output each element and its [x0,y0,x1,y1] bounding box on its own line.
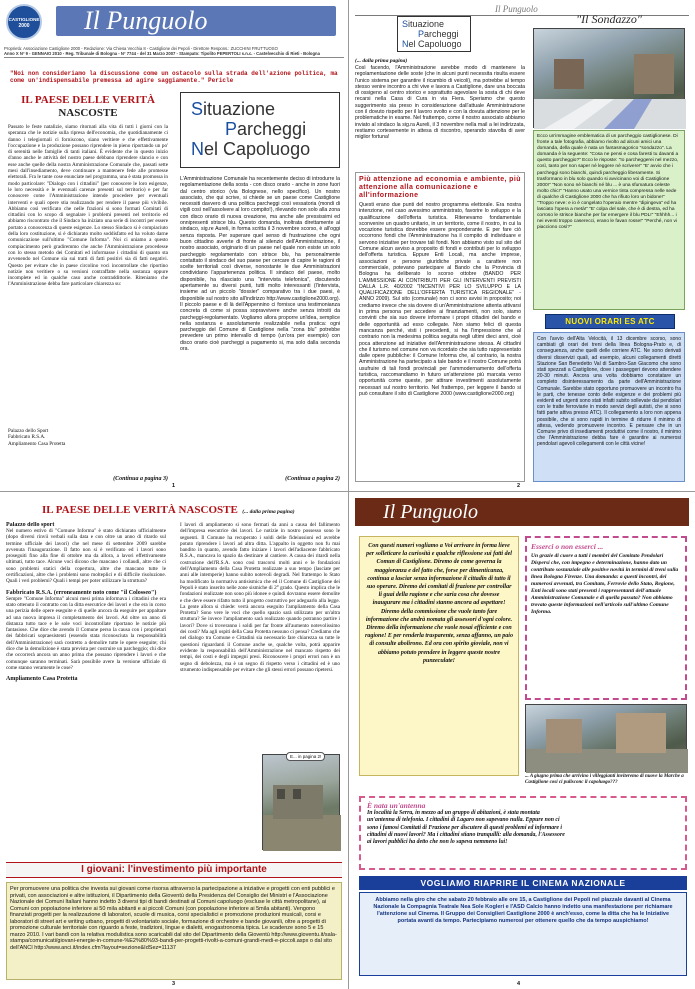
tourism-headline: Più attenzione ad economia e ambiente, più attenzione alla comunicazione e all'informazione [359,176,521,199]
bus-timetable-title: NUOVI ORARI ES ATC [545,314,675,329]
page-number: 1 [172,483,176,489]
continue-to-page-2: (Continua a pagina 2) [285,476,340,482]
antenna-body: In località la Serra, in mezzo ad un gruppo di abitazioni, è stata montata un'antenna di telefonia. I cittadini di Lagaro non sapevano nulla. Eppure non ci sono i famosi Comitati di Frazione per discutere di questi problemi ed informare i cittadini di nuovi lavori? Ma i cittadini stiano tranquilli: alla domanda, l'Assessore ai lavori pubblici ha detto che non lo sapeva nemmeno lui! [367,810,565,846]
sondazzo-title: "Il Sondazzo" [576,12,642,26]
parking-continued-body: Così facendo, l'Amministrazione avrebbe modo di mantenere la regolamentazione delle soste (che in alcuni punti necessita risulta essere l'unico sistema per garantire il ricambio di veicoli), ma potrebbe al tempo stesso venire incontro a chi vive e lavora a Castiglione, dare una boccata di ossigeno al centro storico e soprattutto agevolare la sosta di chi deve recarsi nella Casa di Cura in via Fiera. Speriamo che questo suggerimento sia preso in considerazione dall'attuale Amministrazione con il dovuto rispetto per il lavoro svolto e con la dovuta attenzione per le problematiche in esame. Nel frattempo, come il nostro associato abbiamo inviato al sindaco la sig.ra Aureli, il 3 novembre nella mail a lei indirizzata, restiamo cortesemente in attesa di riscontro, sperando stavolta di aver miglior fortuna! [355,65,525,141]
worksite-photo-art [263,755,341,851]
parking-photo [533,28,685,128]
info-line-2: Anno X N° 9 - GENNAIO 2010 - Reg. Tribunale di Bologna - N° 7744 - del 31 Marzo 2007 - Stampato: Tipolito PEPERTOLI s.n.c. - Castelvecchio di Rieti - Bologna [4,51,320,57]
list-item: Palazzo dello Sport [8,428,49,434]
bus-timetable-body: Con l'avvio dell'Alta Velocità, il 13 dicembre scorso, sono cambiati gli orari dei treni della linea Bologna-Prato e, di conseguenza, anche quelli delle corriere ATC. Ne sono derivati diversi disservizi quali, ad esempio, alcuni collegamenti diretti Stazione San Benedetto Val di Sambro-San Giacomo che sono stati spezzati a Castiglione, dove i passeggeri devono attendere 20-30 minuti. Ancora una volta dobbiamo constatare un completo disinteressamento da parte dell'Amministrazione Comunale. Sarebbe stato opportuno promuovere un incontro fra le parti, che tenesse conto delle esigenze e dei problemi più evidenti ed urgenti sono stati infatti subito sollevate dai pendolari con le tratte ferroviarie in modo servizi degli autisti, che si sono fatti parte attiva presso ATC). Il collegamento a loro non appena possibile, che si sono rapidi in termine di ridurre il minimo di attesa, vedendo promuovere incontro. E pensare che in un Comune privo di insediamenti produttivi come il nostro, il minimo che l'Amministrazione debba fare è garantire ai numerosi pendolari agevoli collegamenti con le città vicine! [533,332,685,482]
article-right-body: L'Amministrazione Comunale ha recentemente deciso di introdurre la regolamentazione della sosta - con disco orario - anche in zone fuori dal centro storico (via Bolognese, nello specifico). Un nostro associato, che qui scrive, si chiede se un paese come Castiglione necessiti davvero di una politica parcheggi così vessatoria (mondi di vigili così nell'assolvere al loro compito!), rilevando non solo alla zona con disco orario di nuova creazione, ma anche alle pressissimi ed onnipresenti strisce blu. Questo domanda, inoltrata direttamente al sindaco, sig.re Aureli, in forma scritta il 3 novembre scorso, è all'oggi senza risposta. Per superare quel senso di frustrazione che ogni buon cittadino avverte di fronte al silenzio dell'Amministrazione, il nostro associato, originario di un paese nel quale non esiste un solo parcheggio regolamentato con strisce blu, ha personalmente contattato il sindaco del suo paese per cercare di capire le ragioni di scelte territoriali così diverse, nonostante le due Amministrazioni condividano l'appartenenza politica. Il sindaco del paese, molto disponibile, ha rilasciato una "intervista telefonica", discutendo apertamente su diversi punti, tutti molto interessanti (l'intervista, insieme ad un piccolo "dossier" comparativo tra i due paesi, è disponibile sul nostro sito all'indirizzo http://www.castiglione2000.org). Il piccolo paese e di là dell'Appennino ci fornisce una testimonianza concreta di come si possa sopravvivere anche senza introiti da parcheggi-regolamentato. Vogliamo allora proporre un'idea, semplice nella sostanza e assolutamente realizzabile nella pratica: ogni parcheggio del Comune di Castiglione nella "zona blu" potrebbe prevedere un primo intervallo di tempo (un'ora per esempio) con disco orario cioè parcheggi a pagamento si, ma solo dalla seconda ora. [180,176,340,353]
logo-year: 2000 [18,23,30,29]
commuters-body: Un grazie di cuore a tutti i membri del Comitato Pendolari Dispersi che, con impegno e determinazione, hanno dato un contributo sostanziale alle positive novità in termini di treni sulla linea Bologna Firenze. Una domanda: a questi incontri, dei numerosi avvenuti, tra Comitato, Ferrovie dello Stato, Regione, Enti locali sono stati presenti i rappresentanti dell'attuale Amministrazione Comunale e di quella passata? Non abbiamo trovato queste informazioni nell'articolo sull'ultimo Comune Informa. [531,553,679,615]
youth-title-bar: I giovani: l'investimento più importante [6,862,342,878]
page-number: 3 [172,981,176,987]
worksite-photo [262,754,340,850]
logo-text: CASTIGLIONE [8,17,40,22]
page-3 [0,492,349,989]
satirical-poem: Con questi numeri vogliamo a Voi arrivare in forma lieve per solleticare la curiosità e qualche riflessione sui fatti del Comun di Castiglione. Diremo de come governa la maggioranza e del fatto che, forse per dimenticanza, continua a lasciar senza informazione il cittadin di tutto il suo operare. Diremo dei comitati di frazione per controllar li guai della ragione e che saria cosa che dovesse inaugurare ma i cittadini stanno ancora ad aspettare! Diremo della commissione che vuole tanto fare informazione che andrà nomata gli assessori d'ogni colore. Diremo della informazione che vuole nosai efficiente e con ragione! E per renderla trasparente, senza affanno, un paio di consulte abolirono. Ed ora con spirito gioviale, non vi abbiamo potuto prendere in leggere queste nostre punzeculate! [359,536,519,776]
rsa-body: Sempre "Comune Informa" alcuni mesi prima informava i cittadini che era stato ottenuto il contratto con la ditta esecutrice dei lavori e che era in corso una perizia delle opere eseguite e di quelle ancora da eseguire per appaltare ad una nuova impresa il completamento dei lavori. Ad oltre un anno di distanza tutto tace e le sole voci incontrollate riportano le notizie più fantasiose. Che dice che avendo il Comune perso la causa con i proprietari dei fabbricati sopraesistenti (essendo stata riconosciuta la responsabilità dell'Amministrazione) sarà costretto a demolire tutte le opere eseguite; chi dice che la demolizione è stata prevista per costruire un parcheggio; chi dice che occorrerà ancora un anno prima che possano riprendere i lavori e che comunque saranno terminati. Sarà possibile avere la versione ufficiale di come stanno veramente le cose? [6,595,166,671]
youth-body: Per promuovere una politica che investa sui giovani come risorsa attraverso la partecipazione a iniziative e progetti con enti pubblici e privati, con associazioni e altre istituzioni, il Dipartimento della Gioventù della Presidenza del Consiglio dei Ministri e l'Associazione Nazionale dei Comuni Italiani hanno indetto 3 diversi tipi di bandi destinati al Comuni capoluogo (escluse le città metropolitane), ai Comuni con popolazione inferiore ai 50 mila abitanti e ai piccoli Comuni (con popolazione inferiore ai 5mila abitanti). Vengono finanziati progetti per la realizzazione di laboratori, scuole di musica, corsi specialistici e promozione produzioni musicali, corsi e laboratori di street art e writing urbano, progetti di volontariato sociale, formazione di orchestre e bande giovanili, oltre a progetti di promozione culturale territoriale con riguardo a feste, tradizioni, lingue e dialetti, enogastronomia tipica. Le scadenze sono 5 e 15 marzo 2010. I vari bandi con la relativa modulistica sono scaricabili dal sito del Dipartimento della Gioventù http://www.gioventu.it/sala-stampa/comunicati/giovani-energie-in-comune-%E2%80%93-bandi-per-progetti-rivolti-a-comuni-grandi-medi-e-piccoli.aspx o dal sito dell'ANCI http://www.anci.it/index.cfm?layout=sezione&IdSez=11137 [6,882,342,980]
commuters-box [525,536,687,700]
rsa-heading: Fabbricato R.S.A. (erroneamente noto come "il Colosseo") [6,589,157,596]
headline-line-2: NASCOSTE [58,107,118,119]
page-4 [349,492,695,989]
continue-to-page-3: (Continua a pagina 3) [113,476,168,482]
page-number: 2 [517,483,521,489]
commuters-title: Esserci o non esserci ... [531,542,604,551]
speech-bubble: E... in pagina 2! [286,752,325,761]
cinema-title-bar: VOGLIAMO RIAPRIRE IL CINEMA NAZIONALE [359,876,687,890]
masthead-title: Il Punguolo [56,6,336,36]
antenna-title: È nata un'antenna [367,801,426,810]
headline-box [8,94,168,120]
sport-hall-heading: Palazzo dello sport [6,522,55,528]
headline-line-1: IL PAESE DELLE VERITÀ [21,94,155,106]
list-item: Ampliamento Casa Protetta [8,440,66,447]
town-photo-art [526,705,688,773]
parking-photo-art [534,29,686,129]
town-photo [525,704,687,772]
masthead-info [4,46,344,58]
page-3-headline [6,500,342,518]
page-1 [0,0,349,492]
satire-header: Il Punguolo [355,498,689,526]
info-line-1: Proprietà: Associazione Castiglione 2000 - Redazione: Via Chiesa Vecchia 8 - Castiglione dei Pepoli - Direttore Respons.: ZUCCHINI FRUTTUOSO [4,46,278,51]
tourism-body: Questi erano due punti del nostro programma elettorale. Era nostra intenzione, nel caso avessimo amministrato, favorire lo sviluppo e la qualificazione dell'offerta turistica. Ritenevamo fondamentale sconvenire un quadro unitario, in un territorio, come il nostro, in cui la vocazione turistica dovrebbe essere preponderante. E per fare ciò occorrono fondi che l'Amministrazione ha il compito di individuare e servono iniziative per trovare tali fondi. Non abbiamo visto sul sito del Comune alcun avviso a proposito di fondi e contributi per lo sviluppo dell'offerta turistica. Eppure Enti Locali, ma anche imprese, associazioni e persone giuridiche private a carattere non commerciale, potevano partecipare al Bando che la Provincia di Bologna ha deliberato lo scorso ottobre (BANDO PER L'AMMISSIONE AI CONTRIBUTI PER GLI INTERVENTI PREVISTI DALLA L.R. 40/2002 "INCENTIVI PER LO SVILUPPO E LA QUALIFICAZIONE DELL'OFFERTA TURISTICA REGIONALE" - ANNO 2009). Sul sito (comunale) non ci sono avvisi in proposito; noi crediamo invece che sia dovere di un'Amministrazione attenta attivarsi in prima persona per accedere ai finanziamenti, non solo, siamo convinti che sia suo dovere informare i propri cittadini del bando e delle opportunità ad esso collegate. Non siamo felici di questa mancanza perché, visti i precedenti, si ha l'impressione che al contrario non la medesima politica seguita negli ultimi dieci anni, cioè poca attenzione ad iniziative dell'Amministrazione stessa. Ai cittadini che il turismo nel comune non va ricordato che sia tutto rappresentato dalle opere pubbliche: il Comune Informa che, al contrario, la nostra Amministrazione ha partecipato a tale bando e il nostro Comune potrà usufruire di tali fondi provinciali per l'ammodernamento dell'offerta turistica, raccomandiamo in futuro un'attenzione più marcata verso opportunità come queste, per attirare investimenti assolutamente necessari sul nostro territorio. Nel frattempo, per leggere il bando si può consultare il sito di Castiglione 2000 (www.castiglione2000.org) [359,202,521,397]
from-front-page: (... dalla prima pagina) [242,509,295,515]
pericle-quote: "Noi non consideriamo la discussione come un ostacolo sulla strada dell'azione politica, ma come un'indispensabile premessa ad agire saggiamente." Pericle [10,70,338,84]
antenna-box [359,796,687,870]
page-2 [349,0,695,492]
sondazzo-answers: Ecco un'immagine emblematica di un parcheggio castiglionese. Di fronte a tale fotografia, abbiamo rivolto ad alcuni amici una domanda, della quale è nata un fantasmagorico "sondazzo". La domanda è la seguente: "Cosa ne pensi e cosa faresti tu davanti a questo parcheggio?" Ecco le risposte: "Io parcheggerei nel mezzo, così, tanto per non saper né leggere né scrivere!" "E' avvio che i parcheggi sono bianchi, quindi parcheggio liberamente. Si trasformano in blu solo quando si avvicinano voi di Castiglione 2000!" "Non sono né bianchi né blu ... è una sfumatura celeste molto chic!" "Hanno usato una vernice tinta compressa nelle sede di qualche di Castiglione 2000 che ha rifiuto loro un bidone!" "Troppo neve: e io è congelato l'operaio mentre "dipingeva" ed ha lasciato l'opera a metà!" "E' colpa del sale, che è di destra, ed ha corroso le strisce bianche per far emergere il blu PDL!" "Ehhhh... i nei eventi troppo caserecci, erano le favan rosse!" "Perché, non vi piacciono così?" [533,130,685,310]
page-number: 4 [517,981,521,987]
town-photo-caption: ... A giugno prima che arrivino i villeggianti inviteremo di nuove la Marche a Castiglione cosi ci pulisconc il capoluogo??? [525,774,684,786]
left-column [6,522,166,852]
header-logo: Il Punguolo [495,4,538,14]
nursing-home-heading: Ampliamento Casa Protetta [6,676,78,683]
headline: IL PAESE DELLE VERITÀ NASCOSTE [42,504,238,516]
masthead [4,4,344,44]
sport-hall-body: Nel numero estivo di "Comune Informa" è stato dichiarato ufficialmente (dopo diversi rinvii verbali sulla data e con oltre un anno di ritardo sul termine ufficiale dei lavori) che nel mese di settembre 2009 sarebbe avvenuta l'inaugurazione. Il fatto non si è verificato ed i lavori sono proseguiti fino alla fine di ottobre ma da allora, a lavori effettivamente ultimati, tutto tace. Alcune voci dicono che mancano i collaudi, altre che ci sono problemi statici della copertura, altre che mancano tutte le certificazioni, altre che i problemi sono molteplici e di difficile risoluzione. Quali i veri problemi? Quali i tempi per poter utilizzare la struttura? [6,528,166,585]
cinema-body: Abbiamo nella giro che che sabato 20 febbraio alle ore 15, a Castiglione dei Pepoli nel piazzale davanti al Cinema Nazionale la Compagnia Teatrale Nea Sole Kogleri e l'ASD Calcio hanno indetto una manifestazione per richiamare l'attenzione sul Cinema. Il Gruppo dei Consiglieri Castiglione 2000 è anch'esso, come la ditta che ha le Iniziative portata avanti da tempo. Partecipiamo numerosi per ottenere quello che da tempo auspichiamo! [359,892,687,976]
article-left-body: Passato le feste natalizie, siamo ritornati alla vita di tutti i giorni con la speranza che le notizie sulla ripresa dell'economia, che quotidianamente ci danno i telegiornali ci forniscono, siano veritiere e che effettivamente l'occupazione e la produzione possano riprendere in pieno riportando un po' di serenità nelle famiglie di tanti italiani. È evidente che in questo inizio d'anno anche le attività del nostro paese debbano riprendere slancio e con esse anche quelle della nostra Amministrazione Comunale che, passati sette mesi dall'insediamento, deve continuare a mantenere fede alle promesse elettorali. Fra le tante cose enunciate nel programma, una è stata promossa in modo particolare: "Dialogo con i cittadini" (per conoscere le loro esigenze, le loro necessità e le eventuali carenze presenti sul territorio) e per far conoscere come l'Amministrazione intende procedere per eventuali interventi e quali opere stia realizzando per rendere il paese più vivibile. Abbiamo così verificato che nelle frazioni si sono formati Comitati di cittadini con lo scopo di segnalare i problemi presenti nel territorio ed abbiamo riscontrato che il Sindaco ha iniziato una serie di incontri per essere portato a conoscenza di queste esigenze. Lo stesso Sindaco si è compiaciuto della loro costituzione, si è dichiarato molto soddisfatto ed ha voluto darne comunicazione sull'ultimo "Comune Informa". Noi ci uniamo a questo compiacimento però gradiremmo che anche l'Amministrazione procedesse con lo stesso metodo dei Comitati ed informasse i cittadini di quanto sta avvenendo nel Comune sia sui tratti di fatti positivi sia di fatti negativi. Questo per evitare che in paese circolino voci incontrollate che riportino notizie non veritiere o su versioni contraffatte nella sostanza oppure incomplete ed in qualche caso anche contraddittorie. Riteniamo che l'Amministrazione debba fare particolare chiarezza su: [8,124,168,288]
parking-title-box-small: Situazione Parcheggi Nel Capoluogo [397,16,471,52]
issue-list [8,428,168,447]
association-logo [6,4,42,40]
parking-title-box: Situazione Parcheggi Nel Capoluogo [180,92,340,168]
tourism-article [355,172,525,482]
nursing-home-body: I lavori di ampliamento si sono fermati da anni a causa del fallimento dell'impresa esecutrice dei lavori. Le notizie in nostro possesso sono le seguenti. Il Comune ha recuperato i soldi delle fideiussioni ed avrebbe potuto riprendere i lavori ad altra ditta. L'appalto in oggetto non fu mai bandito in quanto, avendo fatto iniziare i lavori dell'adiacente fabbricato R.S.A., mancava lo spazio da destinare al cantiere. A causa dei ritardi nella costruzione dell'R.S.A. sono così trascorsi molti anni e le fondazioni dell'Ampliamento della Casa Protetta realizzate a suo tempo (lasciate per anni alle intemperie) hanno subito notevoli degradi. Nel frattempo lo Stato ha modificato la normativa antisismica che ed il Comune di Castiglione dei Pepoli è stato inserito nelle zone sismiche di 2° grado. Questo implica che le fondazioni realizzate non sono più idonee e quindi dovranno essere demolite e che deve essere rifatto tutto il progetto costruttivo per adeguarlo alla legge. La gente allora si chiede: verrà ancora eseguito l'ampliamento della Casa Protetta? Sono vere le voci che quello spazio sarà utilizzato per un'altra struttura? Se invece l'ampliamento sarà realizzato quando potranno partire i lavori? Dove si troveranno i soldi per far fronte all'aumento notevolissimo dei costi? Ma agli ospiti della Casa Protetta nessuno ci pensa? Crediamo che nel dialogo tra Comune e Cittadini sia necessario fare chiarezza su tutte le questioni riguardanti il Comune anche se, qualche volta, potrà apparire evidente la responsabilità dell'Amministrazione nel mancato rispetto dei tempi, dei costi e degli impegni presi. Riconoscere i propri errori non è un segno di debolezza, ma è un segno di rispetto verso i cittadini ed è uno strumento indispensabile per evitare che gli stessi errori possano ripetersi. [180,522,340,673]
list-item: Fabbricato R.S.A. [8,434,46,441]
from-front-page: (... dalla prima pagina) [355,58,408,64]
